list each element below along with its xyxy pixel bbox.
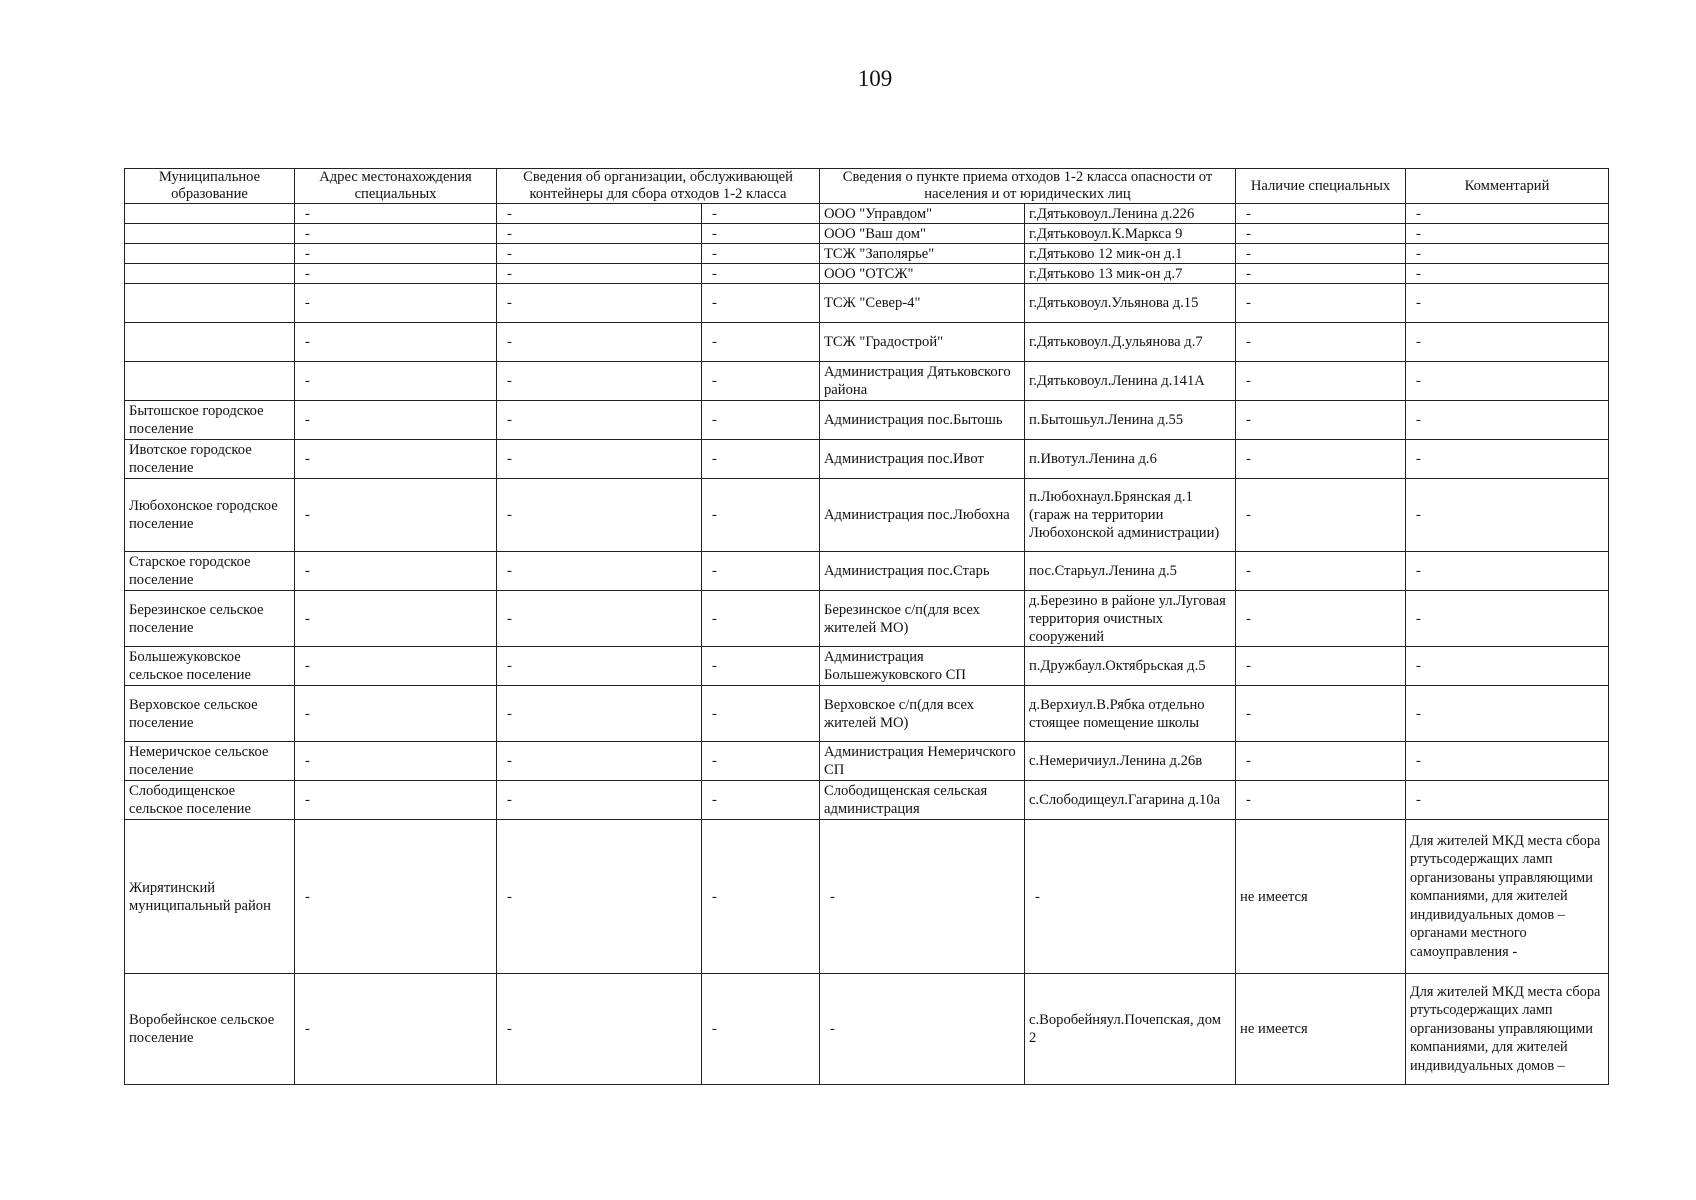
address-cell: - — [295, 244, 497, 264]
comment-cell: Для жителей МКД места сбора ртутьсодержащих ламп организованы управляющими компаниями, для жителей индивидуальных домов – органами местного самоуправления - — [1406, 820, 1609, 974]
address-cell: - — [295, 401, 497, 440]
availability-cell: - — [1236, 686, 1406, 742]
comment-cell: - — [1406, 284, 1609, 323]
collection-address-cell: д.Березино в районе ул.Луговая территория очистных сооружений — [1025, 591, 1236, 647]
availability-cell: - — [1236, 742, 1406, 781]
comment-cell: - — [1406, 362, 1609, 401]
municipality-cell: Бытошское городское поселение — [125, 401, 295, 440]
collection-point-cell: - — [820, 974, 1025, 1085]
table-row — [125, 820, 1609, 974]
comment-cell: Для жителей МКД места сбора ртутьсодержащих ламп организованы управляющими компаниями, для жителей индивидуальных домов – — [1406, 974, 1609, 1085]
organization-cell: - — [497, 552, 702, 591]
availability-cell: - — [1236, 224, 1406, 244]
comment-cell: - — [1406, 742, 1609, 781]
table-row — [125, 244, 1609, 264]
comment-cell: - — [1406, 552, 1609, 591]
address-cell: - — [295, 591, 497, 647]
collection-point-cell: Администрация пос.Ивот — [820, 440, 1025, 479]
organization-cell: - — [497, 742, 702, 781]
address-cell: - — [295, 479, 497, 552]
municipality-cell — [125, 244, 295, 264]
organization-cell: - — [497, 820, 702, 974]
collection-point-cell: Слободищенская сельская администрация — [820, 781, 1025, 820]
page-number: 109 — [857, 66, 893, 91]
table-body — [125, 204, 1609, 1085]
availability-cell: - — [1236, 401, 1406, 440]
municipality-cell: Верховское сельское поселение — [125, 686, 295, 742]
organization-detail-cell: - — [702, 362, 820, 401]
address-cell: - — [295, 742, 497, 781]
address-cell: - — [295, 264, 497, 284]
collection-point-cell: ООО "ОТСЖ" — [820, 264, 1025, 284]
comment-cell: - — [1406, 264, 1609, 284]
table-row — [125, 591, 1609, 647]
table-row — [125, 686, 1609, 742]
availability-cell: не имеется — [1236, 974, 1406, 1085]
comment-cell: - — [1406, 647, 1609, 686]
availability-cell: - — [1236, 781, 1406, 820]
table-row — [125, 974, 1609, 1085]
comment-cell: - — [1406, 781, 1609, 820]
header-comment: Комментарий — [1406, 169, 1609, 204]
collection-address-cell: г.Дятьковоул.К.Маркса 9 — [1025, 224, 1236, 244]
address-cell: - — [295, 781, 497, 820]
table-row — [125, 647, 1609, 686]
organization-cell: - — [497, 591, 702, 647]
collection-address-cell: п.Ивотул.Ленина д.6 — [1025, 440, 1236, 479]
address-cell: - — [295, 224, 497, 244]
organization-detail-cell: - — [702, 742, 820, 781]
address-cell: - — [295, 362, 497, 401]
collection-address-cell: - — [1025, 820, 1236, 974]
organization-cell: - — [497, 362, 702, 401]
collection-address-cell: г.Дятьковоул.Д.ульянова д.7 — [1025, 323, 1236, 362]
comment-cell: - — [1406, 244, 1609, 264]
address-cell: - — [295, 323, 497, 362]
municipality-cell: Ивотское городское поселение — [125, 440, 295, 479]
table-row — [125, 264, 1609, 284]
address-cell: - — [295, 284, 497, 323]
collection-address-cell: г.Дятьково 13 мик-он д.7 — [1025, 264, 1236, 284]
collection-point-cell: Администрация пос.Бытошь — [820, 401, 1025, 440]
collection-point-cell: ТСЖ "Север-4" — [820, 284, 1025, 323]
collection-address-cell: с.Немеричиул.Ленина д.26в — [1025, 742, 1236, 781]
collection-address-cell: с.Слободищеул.Гагарина д.10а — [1025, 781, 1236, 820]
organization-detail-cell: - — [702, 647, 820, 686]
availability-cell: - — [1236, 204, 1406, 224]
organization-detail-cell: - — [702, 323, 820, 362]
collection-address-cell: п.Дружбаул.Октябрьская д.5 — [1025, 647, 1236, 686]
collection-point-cell: - — [820, 820, 1025, 974]
collection-point-cell: Березинское с/п(для всех жителей МО) — [820, 591, 1025, 647]
address-cell: - — [295, 440, 497, 479]
organization-detail-cell: - — [702, 781, 820, 820]
address-cell: - — [295, 552, 497, 591]
address-cell: - — [295, 686, 497, 742]
organization-cell: - — [497, 244, 702, 264]
collection-address-cell: п.Бытошьул.Ленина д.55 — [1025, 401, 1236, 440]
collection-point-cell: Администрация пос.Старь — [820, 552, 1025, 591]
comment-cell: - — [1406, 323, 1609, 362]
collection-address-cell: пос.Старьул.Ленина д.5 — [1025, 552, 1236, 591]
municipality-cell: Березинское сельское поселение — [125, 591, 295, 647]
waste-collection-table — [124, 168, 1609, 1085]
table-row — [125, 224, 1609, 244]
municipality-cell: Старское городское поселение — [125, 552, 295, 591]
organization-cell: - — [497, 323, 702, 362]
availability-cell: не имеется — [1236, 820, 1406, 974]
municipality-cell — [125, 284, 295, 323]
municipality-cell — [125, 264, 295, 284]
collection-point-cell: Администрация Большежуковского СП — [820, 647, 1025, 686]
comment-cell: - — [1406, 224, 1609, 244]
organization-detail-cell: - — [702, 440, 820, 479]
organization-detail-cell: - — [702, 974, 820, 1085]
organization-cell: - — [497, 479, 702, 552]
address-cell: - — [295, 974, 497, 1085]
collection-address-cell: г.Дятьковоул.Ленина д.141А — [1025, 362, 1236, 401]
municipality-cell — [125, 362, 295, 401]
organization-detail-cell: - — [702, 401, 820, 440]
municipality-cell: Большежуковское сельское поселение — [125, 647, 295, 686]
table-row — [125, 204, 1609, 224]
collection-point-cell: ООО "Управдом" — [820, 204, 1025, 224]
collection-address-cell: п.Любохнаул.Брянская д.1 (гараж на территории Любохонской администрации) — [1025, 479, 1236, 552]
availability-cell: - — [1236, 362, 1406, 401]
municipality-cell — [125, 224, 295, 244]
organization-detail-cell: - — [702, 224, 820, 244]
address-cell: - — [295, 820, 497, 974]
organization-cell: - — [497, 781, 702, 820]
address-cell: - — [295, 647, 497, 686]
header-collection-point: Сведения о пункте приема отходов 1-2 класса опасности от населения и от юридических лиц — [820, 169, 1236, 204]
collection-point-cell: Администрация пос.Любохна — [820, 479, 1025, 552]
collection-point-cell: ТСЖ "Заполярье" — [820, 244, 1025, 264]
organization-detail-cell: - — [702, 552, 820, 591]
organization-cell: - — [497, 284, 702, 323]
header-municipality: Муниципальное образование — [125, 169, 295, 204]
availability-cell: - — [1236, 647, 1406, 686]
municipality-cell: Любохонское городское поселение — [125, 479, 295, 552]
availability-cell: - — [1236, 284, 1406, 323]
collection-address-cell: д.Верхиул.В.Рябка отдельно стоящее помещение школы — [1025, 686, 1236, 742]
table-row — [125, 479, 1609, 552]
organization-cell: - — [497, 647, 702, 686]
organization-detail-cell: - — [702, 264, 820, 284]
table-row — [125, 440, 1609, 479]
comment-cell: - — [1406, 591, 1609, 647]
organization-cell: - — [497, 440, 702, 479]
municipality-cell — [125, 204, 295, 224]
organization-cell: - — [497, 264, 702, 284]
collection-point-cell: Верховское с/п(для всех жителей МО) — [820, 686, 1025, 742]
organization-cell: - — [497, 401, 702, 440]
organization-cell: - — [497, 686, 702, 742]
municipality-cell — [125, 323, 295, 362]
table-row — [125, 401, 1609, 440]
organization-detail-cell: - — [702, 204, 820, 224]
address-cell: - — [295, 204, 497, 224]
header-availability: Наличие специальных — [1236, 169, 1406, 204]
municipality-cell: Слободищенское сельское поселение — [125, 781, 295, 820]
table-row — [125, 552, 1609, 591]
collection-address-cell: с.Воробейняул.Почепская, дом 2 — [1025, 974, 1236, 1085]
comment-cell: - — [1406, 479, 1609, 552]
availability-cell: - — [1236, 591, 1406, 647]
collection-point-cell: Администрация Дятьковского района — [820, 362, 1025, 401]
table-row — [125, 742, 1609, 781]
availability-cell: - — [1236, 323, 1406, 362]
header-organization: Сведения об организации, обслуживающей контейнеры для сбора отходов 1-2 класса — [497, 169, 820, 204]
collection-point-cell: ООО "Ваш дом" — [820, 224, 1025, 244]
header-address: Адрес местонахождения специальных — [295, 169, 497, 204]
table-row — [125, 284, 1609, 323]
municipality-cell: Немеричское сельское поселение — [125, 742, 295, 781]
availability-cell: - — [1236, 264, 1406, 284]
organization-detail-cell: - — [702, 244, 820, 264]
comment-cell: - — [1406, 440, 1609, 479]
collection-address-cell: г.Дятьково 12 мик-он д.1 — [1025, 244, 1236, 264]
availability-cell: - — [1236, 552, 1406, 591]
table-row — [125, 323, 1609, 362]
organization-detail-cell: - — [702, 820, 820, 974]
collection-point-cell: ТСЖ "Градострой" — [820, 323, 1025, 362]
comment-cell: - — [1406, 204, 1609, 224]
municipality-cell: Воробейнское сельское поселение — [125, 974, 295, 1085]
organization-detail-cell: - — [702, 479, 820, 552]
availability-cell: - — [1236, 479, 1406, 552]
availability-cell: - — [1236, 440, 1406, 479]
municipality-cell: Жирятинский муниципальный район — [125, 820, 295, 974]
organization-detail-cell: - — [702, 284, 820, 323]
collection-address-cell: г.Дятьковоул.Ульянова д.15 — [1025, 284, 1236, 323]
comment-cell: - — [1406, 686, 1609, 742]
organization-cell: - — [497, 974, 702, 1085]
collection-address-cell: г.Дятьковоул.Ленина д.226 — [1025, 204, 1236, 224]
table-header-row — [125, 169, 1609, 204]
table-row — [125, 781, 1609, 820]
organization-cell: - — [497, 224, 702, 244]
organization-detail-cell: - — [702, 686, 820, 742]
organization-cell: - — [497, 204, 702, 224]
table-row — [125, 362, 1609, 401]
organization-detail-cell: - — [702, 591, 820, 647]
comment-cell: - — [1406, 401, 1609, 440]
availability-cell: - — [1236, 244, 1406, 264]
collection-point-cell: Администрация Немеричского СП — [820, 742, 1025, 781]
